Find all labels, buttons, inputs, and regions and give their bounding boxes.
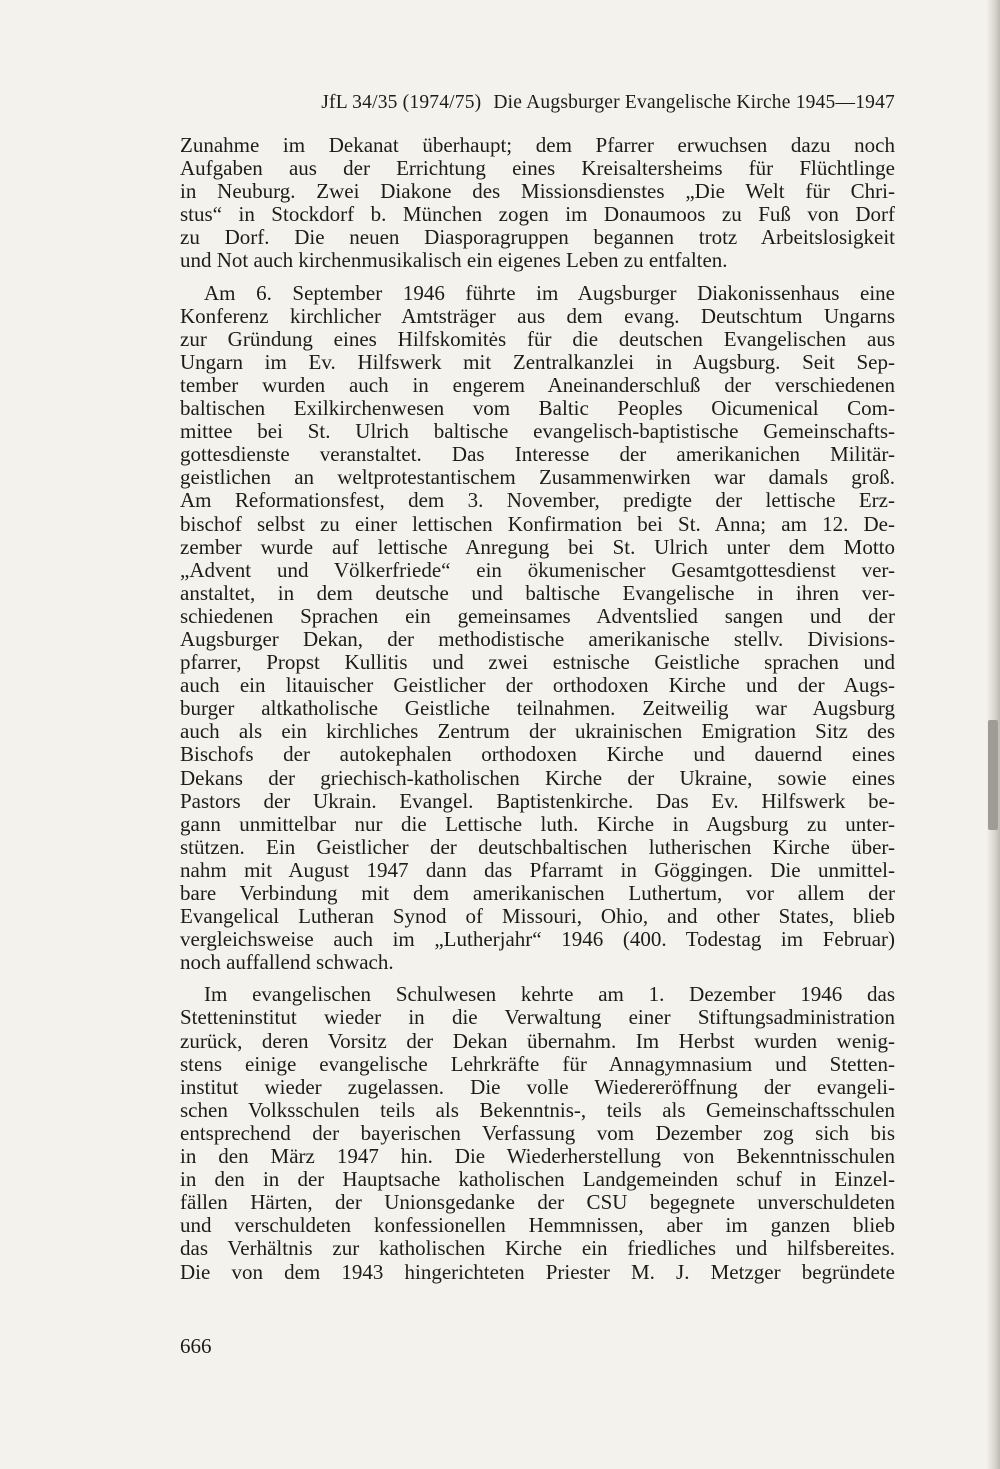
text-line: Augsburger Dekan, der methodistische amerikanische stellv. Divisions-: [180, 626, 895, 651]
text-line: gann unmittelbar nur die Lettische luth. Kirche in Augsburg zu unter-: [180, 811, 895, 836]
text-line: gottesdienste veranstaltet. Das Interesse der amerikanichen Militär-: [180, 442, 895, 467]
paragraph: [180, 134, 895, 273]
text-line: Ungarn im Ev. Hilfswerk mit Zentralkanzlei in Augsburg. Seit Sep-: [180, 349, 895, 374]
text-line: Bischofs der autokephalen orthodoxen Kirche und dauernd eines: [180, 742, 895, 767]
text-line: bischof selbst zu einer lettischen Konfirmation bei St. Anna; am 12. De-: [180, 511, 895, 536]
text-line: mittee bei St. Ulrich baltische evangelisch-baptistische Gemeinschafts-: [180, 419, 895, 444]
text-line: Die von dem 1943 hingerichteten Priester M. J. Metzger begründete: [180, 1259, 895, 1284]
text-line: entsprechend der bayerischen Verfassung vom Dezember zog sich bis: [180, 1120, 895, 1145]
text-line: geistlichen an weltprotestantischem Zusammenwirken war damals groß.: [180, 465, 895, 490]
text-line: Zunahme im Dekanat überhaupt; dem Pfarrer erwuchsen dazu noch: [180, 133, 895, 157]
text-line: und Not auch kirchenmusikalisch ein eigenes Leben zu entfalten.: [180, 248, 728, 273]
text-line: auch ein litauischer Geistlicher der orthodoxen Kirche und der Augs-: [180, 673, 895, 698]
text-line: Stetteninstitut wieder in die Verwaltung einer Stiftungsadministration: [180, 1005, 895, 1030]
text-line: in Neuburg. Zwei Diakone des Missionsdienstes „Die Welt für Chri-: [180, 179, 895, 204]
text-line: in den in der Hauptsache katholischen Landgemeinden schuf in Einzel-: [180, 1167, 895, 1192]
text-line: Im evangelischen Schulwesen kehrte am 1. Dezember 1946 das: [204, 982, 895, 1007]
running-head: [180, 92, 895, 114]
text-line: vergleichsweise auch im „Lutherjahr“ 1946 (400. Todestag im Februar): [180, 927, 895, 952]
article-title: Die Augsburger Evangelische Kirche 1945—1947: [493, 92, 895, 113]
text-line: Am Reformationsfest, dem 3. November, predigte der lettische Erz-: [180, 488, 895, 513]
text-line: nahm mit August 1947 dann das Pfarramt in Göggingen. Die unmittel-: [180, 857, 895, 882]
text-line: institut wieder zugelassen. Die volle Wiedereröffnung der evangeli-: [180, 1074, 895, 1099]
text-line: zember wurde auf lettische Anregung bei St. Ulrich unter dem Motto: [180, 534, 895, 559]
text-line: in den März 1947 hin. Die Wiederherstellung von Bekenntnisschulen: [180, 1144, 895, 1169]
text-line: schiedenen Sprachen ein gemeinsames Adventslied sangen und der: [180, 603, 895, 628]
page-number: 666: [180, 1334, 212, 1358]
text-line: stens einige evangelische Lehrkräfte für Annagymnasium und Stetten-: [180, 1051, 895, 1076]
text-line: fällen Härten, der Unionsgedanke der CSU begegnete unverschuldeten: [180, 1190, 895, 1215]
text-line: anstaltet, in dem deutsche und baltische Evangelische in ihren ver-: [180, 580, 895, 605]
text-line: Aufgaben aus der Errichtung eines Kreisaltersheims für Flüchtlinge: [180, 156, 895, 181]
text-line: und verschuldeten konfessionellen Hemmnissen, aber im ganzen blieb: [180, 1213, 895, 1238]
text-line: „Advent und Völkerfriede“ ein ökumenischer Gesamtgottesdienst ver-: [180, 557, 895, 582]
journal-reference: JfL 34/35 (1974/75): [321, 92, 482, 113]
text-line: burger altkatholische Geistliche teilnahmen. Zeitweilig war Augsburg: [180, 696, 895, 721]
text-line: zurück, deren Vorsitz der Dekan übernahm. Im Herbst wurden wenig-: [180, 1028, 895, 1053]
text-line: baltischen Exilkirchenwesen vom Baltic Peoples Oicumenical Com-: [180, 396, 895, 421]
text-line: tember wurden auch in engerem Aneinanderschluß der verschiedenen: [180, 372, 895, 397]
text-line: pfarrer, Propst Kullitis und zwei estnische Geistliche sprachen und: [180, 650, 895, 675]
body-text: [180, 134, 895, 1284]
text-line: stus“ in Stockdorf b. München zogen im Donaumoos zu Fuß von Dorf: [180, 202, 895, 227]
text-line: schen Volksschulen teils als Bekenntnis-, teils als Gemeinschaftsschulen: [180, 1097, 895, 1122]
paragraph: [180, 282, 895, 975]
text-line: Evangelical Lutheran Synod of Missouri, Ohio, and other States, blieb: [180, 904, 895, 929]
text-line: bare Verbindung mit dem amerikanischen Luthertum, vor allem der: [180, 881, 895, 905]
page-edge-shadow: [986, 0, 1000, 1469]
text-line: zur Gründung eines Hilfskomitės für die deutschen Evangelischen aus: [180, 326, 895, 351]
text-line: Am 6. September 1946 führte im Augsburger Diakonissenhaus eine: [204, 280, 895, 305]
text-line: noch auffallend schwach.: [180, 950, 394, 975]
text-line: Pastors der Ukrain. Evangel. Baptistenkirche. Das Ev. Hilfswerk be-: [180, 788, 895, 813]
text-line: Konferenz kirchlicher Amtsträger aus dem evang. Deutschtum Ungarns: [180, 303, 895, 328]
text-line: stützen. Ein Geistlicher der deutschbaltischen lutherischen Kirche über-: [180, 834, 895, 859]
text-line: auch als ein kirchliches Zentrum der ukrainischen Emigration Sitz des: [180, 719, 895, 744]
text-line: das Verhältnis zur katholischen Kirche ein friedliches und hilfsbereites.: [180, 1236, 895, 1261]
text-line: Dekans der griechisch-katholischen Kirche der Ukraine, sowie eines: [180, 765, 895, 790]
text-line: zu Dorf. Die neuen Diasporagruppen begannen trotz Arbeitslosigkeit: [180, 225, 895, 250]
paragraph: [180, 983, 895, 1283]
